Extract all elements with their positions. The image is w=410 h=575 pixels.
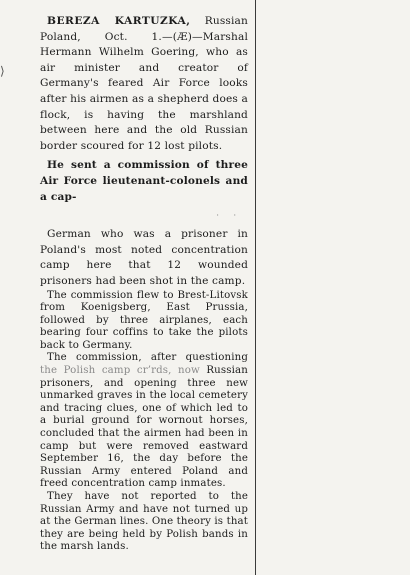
article-paragraph-5	[40, 352, 248, 491]
dateline: BEREZA KARTUZKA,	[47, 15, 191, 27]
cut-marks: · ·	[216, 211, 242, 221]
article-paragraph-3: German who was a prisoner in Poland's most noted concentration camp here that 12 wounded prisoners had been shot in the camp.	[40, 228, 248, 287]
article-paragraph-1	[40, 14, 248, 154]
page-edge-bracket-mark: ⟩	[0, 64, 5, 78]
column-rule	[255, 0, 256, 575]
article-paragraph-4: The commission flew to Brest-Litovsk from Koenigsberg, East Prussia, followed by three airplanes, each bearing four coffins to take the pilots back to Germany.	[40, 289, 248, 351]
article-paragraph-5-faded-text: the Polish camp cr’rds, now	[40, 365, 200, 377]
clipping-cut-gap	[40, 205, 248, 227]
news-article	[40, 14, 248, 554]
article-paragraph-5-text-b: Russian prisoners, and opening three new unmarked graves in the local cemetery and tracing clues, one of which led to a burial ground for wornout horses, concluded that the airmen had been in camp but were removed eastward September 16, the day before the Russian Army entered Poland and freed concentration camp inmates.	[40, 365, 248, 490]
article-paragraph-2: He sent a commission of three Air Force lieutenant-colonels and a cap-	[40, 159, 248, 203]
article-paragraph-5-text-a: The commission, after questioning	[47, 352, 248, 364]
article-paragraph-1-text: Russian Poland, Oct. 1.—(Æ)—Marshal Hermann Wilhelm Goering, who as air minister and creator of Germany's feared Air Force looks after his airmen as a shepherd does a flock, is having the marshland between here and the old Russian border scoured for 12 lost pilots.	[40, 15, 249, 152]
article-paragraph-6: They have not reported to the Russian Army and have not turned up at the German lines. One theory is that they are being held by Polish bands in the marsh lands.	[40, 491, 248, 553]
